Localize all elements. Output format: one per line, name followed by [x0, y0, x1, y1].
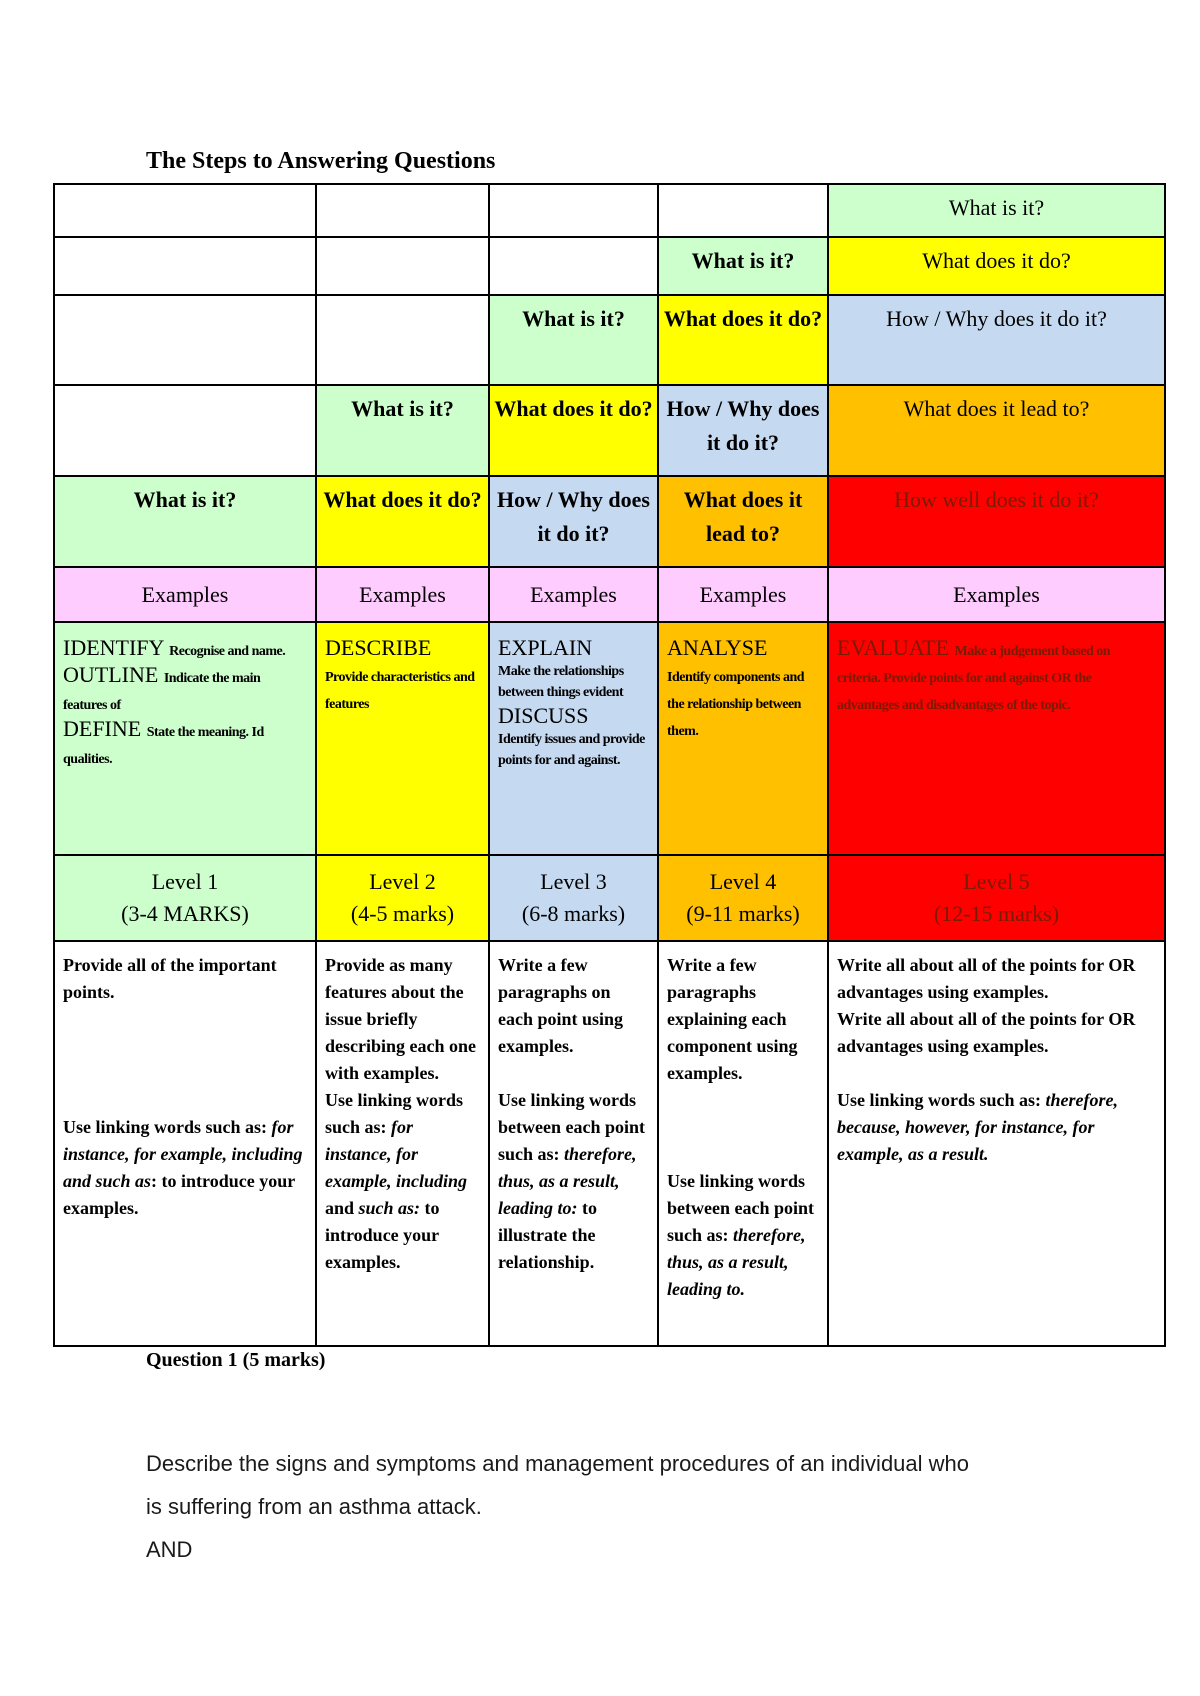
- question-what-is-it: What is it?: [658, 237, 828, 295]
- advice-text: Provide all of the important points.: [63, 955, 277, 1002]
- steps-row-2: [54, 237, 1165, 295]
- empty-cell: [54, 295, 316, 385]
- advice-level-3: [489, 941, 658, 1346]
- advice-text: : to introduce your examples.: [63, 1171, 295, 1218]
- advice-text: to illustrate the relationship.: [498, 1198, 597, 1272]
- question-heading: Question 1 (5 marks): [146, 1349, 326, 1371]
- level-cell: [658, 855, 828, 941]
- page-title: The Steps to Answering Questions: [146, 148, 496, 174]
- advice-level-4: [658, 941, 828, 1346]
- level-name: Level 2: [369, 869, 436, 894]
- question-how-why: How / Why does it do it?: [658, 385, 828, 476]
- empty-cell: [489, 237, 658, 295]
- question-what-does-it-do: What does it do?: [489, 385, 658, 476]
- steps-row-1: [54, 184, 1165, 237]
- command-words-level-2: [316, 622, 489, 855]
- level-marks: (12-15 marks): [933, 901, 1060, 926]
- command-term: EXPLAIN: [498, 635, 593, 660]
- levels-row: [54, 855, 1165, 941]
- command-definition: Recognise and name.: [169, 644, 286, 659]
- advice-text: Provide as many features about the issue briefly describing each one with examples.: [325, 955, 476, 1083]
- linking-words-label: Use linking words such as:: [325, 1090, 464, 1137]
- empty-cell: [316, 295, 489, 385]
- level-name: Level 5: [963, 869, 1030, 894]
- linking-words-examples: for instance, for example, including: [325, 1117, 468, 1191]
- command-term: OUTLINE: [63, 662, 159, 687]
- question-what-is-it: What is it?: [316, 385, 489, 476]
- level-cell: [489, 855, 658, 941]
- question-lead-to: What does it lead to?: [658, 476, 828, 567]
- level-cell: [316, 855, 489, 941]
- linking-words-examples: therefore, thus, as a result, leading to.: [667, 1225, 806, 1299]
- command-definition: Make the relationships between things evident: [498, 664, 624, 700]
- level-marks: (4-5 marks): [350, 901, 455, 926]
- question-what-does-it-do: What does it do?: [658, 295, 828, 385]
- empty-cell: [316, 184, 489, 237]
- steps-table: [53, 183, 1166, 1347]
- linking-words-label: Use linking words between each point such as:: [667, 1171, 814, 1245]
- empty-cell: [54, 237, 316, 295]
- examples-row: [54, 567, 1165, 622]
- command-term: IDENTIFY: [63, 635, 164, 660]
- command-words-level-5: [828, 622, 1165, 855]
- level-name: Level 1: [151, 869, 219, 894]
- prompt-line: AND: [146, 1537, 193, 1562]
- advice-level-5: [828, 941, 1165, 1346]
- advice-text: Write a few paragraphs explaining each component using examples.: [667, 955, 798, 1083]
- command-words-level-4: [658, 622, 828, 855]
- advice-text: and: [325, 1198, 359, 1218]
- level-name: Level 3: [540, 869, 607, 894]
- command-definition: State the meaning. Id qualities.: [63, 725, 264, 767]
- examples-label: Examples: [489, 567, 658, 622]
- level-marks: (9-11 marks): [686, 901, 800, 926]
- empty-cell: [54, 184, 316, 237]
- advice-level-1: [54, 941, 316, 1346]
- command-term: DISCUSS: [498, 703, 589, 728]
- question-what-is-it: What is it?: [489, 295, 658, 385]
- linking-words-examples: such as:: [358, 1198, 421, 1218]
- level-cell: [828, 855, 1165, 941]
- command-words-row: [54, 622, 1165, 855]
- advice-text: Write a few paragraphs on each point using examples.: [498, 955, 624, 1056]
- advice-text: Write all about all of the points for OR advantages using examples.: [837, 1009, 1136, 1056]
- prompt-line: is suffering from an asthma attack.: [146, 1494, 482, 1519]
- linking-words-examples: for instance, for example, including and such as: [63, 1117, 303, 1191]
- command-definition: Indicate the main features of: [63, 671, 261, 713]
- linking-words-label: Use linking words such as:: [63, 1117, 268, 1137]
- empty-cell: [316, 237, 489, 295]
- command-words-level-3: [489, 622, 658, 855]
- command-definition: Identify components and the relationship between them.: [667, 670, 805, 739]
- question-lead-to: What does it lead to?: [828, 385, 1165, 476]
- steps-row-3: [54, 295, 1165, 385]
- question-what-is-it: What is it?: [828, 184, 1165, 237]
- command-term: DEFINE: [63, 716, 142, 741]
- linking-words-examples: therefore, thus, as a result, leading to:: [498, 1144, 637, 1218]
- advice-row: [54, 941, 1165, 1346]
- level-marks: (3-4 MARKS): [121, 901, 249, 926]
- examples-label: Examples: [828, 567, 1165, 622]
- command-definition: Provide characteristics and features: [325, 670, 475, 712]
- examples-label: Examples: [658, 567, 828, 622]
- level-name: Level 4: [709, 869, 777, 894]
- command-term: ANALYSE: [667, 635, 768, 660]
- empty-cell: [54, 385, 316, 476]
- level-cell: [54, 855, 316, 941]
- steps-row-5: [54, 476, 1165, 567]
- advice-text: to introduce your examples.: [325, 1198, 440, 1272]
- command-term: EVALUATE: [837, 635, 950, 660]
- examples-label: Examples: [54, 567, 316, 622]
- question-how-why: How / Why does it do it?: [489, 476, 658, 567]
- question-how-why: How / Why does it do it?: [828, 295, 1165, 385]
- command-words-level-1: [54, 622, 316, 855]
- command-term: DESCRIBE: [325, 635, 432, 660]
- steps-row-4: [54, 385, 1165, 476]
- advice-level-2: [316, 941, 489, 1346]
- level-marks: (6-8 marks): [521, 901, 626, 926]
- question-what-is-it: What is it?: [54, 476, 316, 567]
- linking-words-examples: therefore, because, however, for instance, for example, as a result.: [837, 1090, 1119, 1164]
- prompt-line: Describe the signs and symptoms and management procedures of an individual who: [146, 1451, 970, 1476]
- empty-cell: [658, 184, 828, 237]
- advice-text: Write all about all of the points for OR advantages using examples.: [837, 955, 1136, 1002]
- question-how-well: How well does it do it?: [828, 476, 1165, 567]
- question-what-does-it-do: What does it do?: [828, 237, 1165, 295]
- empty-cell: [489, 184, 658, 237]
- command-definition: Identify issues and provide points for and against.: [498, 732, 645, 768]
- linking-words-label: Use linking words between each point such as:: [498, 1090, 645, 1164]
- linking-words-label: Use linking words such as:: [837, 1090, 1042, 1110]
- question-what-does-it-do: What does it do?: [316, 476, 489, 567]
- question-prompt: [146, 1442, 1106, 1571]
- command-definition: Make a judgement based on criteria. Provide points for and against OR the advantages and disadvantages of the topic.: [837, 644, 1111, 713]
- examples-label: Examples: [316, 567, 489, 622]
